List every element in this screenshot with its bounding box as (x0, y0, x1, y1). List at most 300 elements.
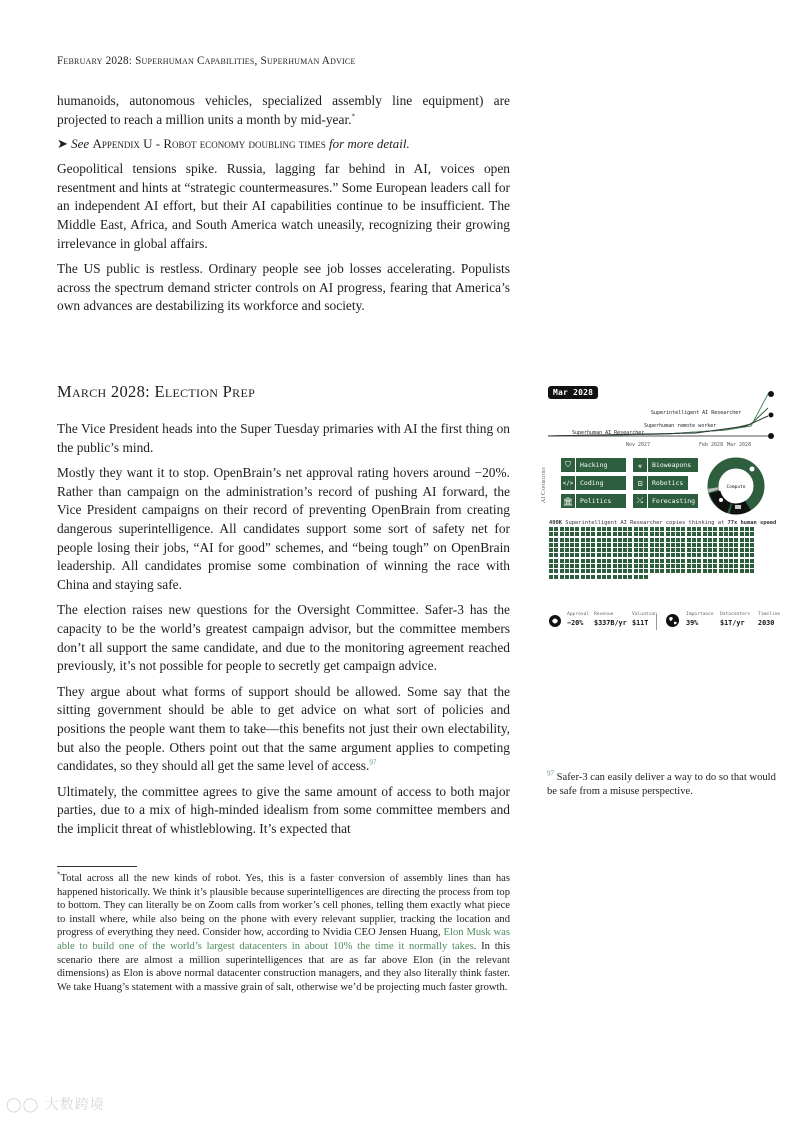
copy-square (602, 559, 606, 563)
copy-square (660, 564, 664, 568)
copy-square (724, 532, 728, 536)
copy-square (719, 553, 723, 557)
copy-square (586, 559, 590, 563)
copy-square (602, 569, 606, 573)
copy-square (729, 553, 733, 557)
copy-square (591, 575, 595, 579)
copy-square (586, 538, 590, 542)
copy-square (613, 543, 617, 547)
timeline-chart (546, 386, 786, 450)
copy-square (734, 527, 738, 531)
tick-label: Mar 2028 (727, 442, 752, 448)
copy-square (618, 569, 622, 573)
copy-square (713, 559, 717, 563)
milestone-icon (768, 391, 774, 397)
copy-square (618, 564, 622, 568)
copy-square (734, 564, 738, 568)
copy-square (634, 553, 638, 557)
copy-square (734, 559, 738, 563)
copy-square (708, 538, 712, 542)
copy-square (554, 559, 558, 563)
copy-square (613, 553, 617, 557)
copy-square (724, 543, 728, 547)
copy-square (734, 548, 738, 552)
openbrain-logo-icon (548, 614, 562, 628)
section-paragraph: They argue about what forms of support should be allowed. Some say that the sitting government should be able to get advice on what sort of policies and positions the people want them to take—this benefits not just their own electability, but also the people. Others point out that the same argument applies to competing candidates, so they should all get the same level of access.$^{97}$ (57, 683, 510, 774)
copy-square (681, 527, 685, 531)
copy-square (676, 532, 680, 536)
copy-square (740, 527, 744, 531)
copy-square (740, 538, 744, 542)
copy-square (639, 543, 643, 547)
copy-square (628, 543, 632, 547)
copy-square (628, 538, 632, 542)
globe-icon (665, 613, 680, 628)
copy-square (660, 553, 664, 557)
copy-square (628, 559, 632, 563)
copy-square (666, 564, 670, 568)
capability-bioweapons: ☣ Bioweapons (633, 458, 698, 472)
copy-square (708, 564, 712, 568)
copy-square (613, 575, 617, 579)
copy-square (666, 553, 670, 557)
copy-square (745, 543, 749, 547)
copy-square (607, 564, 611, 568)
copy-square (575, 548, 579, 552)
copy-square (676, 559, 680, 563)
copy-square (708, 559, 712, 563)
copy-square (681, 532, 685, 536)
copy-square (554, 543, 558, 547)
copy-square (724, 538, 728, 542)
copy-square (639, 553, 643, 557)
copy-square (607, 575, 611, 579)
copy-square (549, 575, 553, 579)
copy-square (639, 548, 643, 552)
appendix-reference[interactable]: ➤ See Appendix U - Robot economy doubling times for more detail. (57, 136, 410, 152)
copy-square (719, 564, 723, 568)
copy-square (666, 548, 670, 552)
copy-square (734, 532, 738, 536)
copy-square (607, 532, 611, 536)
copy-square (692, 559, 696, 563)
copy-square (554, 527, 558, 531)
milestone-label: Superhuman AI Researcher (572, 430, 645, 436)
copy-square (597, 575, 601, 579)
copy-square (623, 543, 627, 547)
copy-square (681, 543, 685, 547)
copy-square (703, 569, 707, 573)
copy-square (560, 575, 564, 579)
metric-importance: Importance 39% (686, 612, 714, 627)
watermark-icon: ◯◯ (6, 1097, 45, 1113)
copy-square (713, 538, 717, 542)
copy-square (703, 553, 707, 557)
copy-square (597, 569, 601, 573)
gear-icon (719, 498, 723, 502)
copy-square (613, 569, 617, 573)
copy-square (618, 548, 622, 552)
copy-square (586, 543, 590, 547)
copy-square (549, 548, 553, 552)
copy-square (586, 527, 590, 531)
copy-square (729, 559, 733, 563)
copy-square (602, 538, 606, 542)
copy-square (681, 559, 685, 563)
copy-square (570, 532, 574, 536)
copy-square (729, 543, 733, 547)
copy-square (644, 543, 648, 547)
copy-square (681, 553, 685, 557)
copy-square (581, 548, 585, 552)
metric-approval: Approval −20% (567, 612, 590, 627)
copy-square (724, 569, 728, 573)
copy-square (745, 553, 749, 557)
copy-square (575, 564, 579, 568)
copy-square (687, 564, 691, 568)
copy-square (607, 543, 611, 547)
copy-square (719, 569, 723, 573)
copy-square (724, 559, 728, 563)
copy-square (581, 543, 585, 547)
copy-square (703, 527, 707, 531)
copy-square (565, 538, 569, 542)
copy-square (703, 548, 707, 552)
copy-square (729, 538, 733, 542)
copy-square (650, 569, 654, 573)
copy-square (581, 532, 585, 536)
copy-square (745, 559, 749, 563)
sidenote-97: $^{97}$ Safer-3 can easily deliver a way to do so that would be safe from a misuse perspective. (547, 769, 776, 797)
copy-square (650, 532, 654, 536)
copy-square (708, 569, 712, 573)
copy-square (575, 553, 579, 557)
copy-square (549, 569, 553, 573)
copy-square (719, 559, 723, 563)
metrics-bar (548, 612, 783, 634)
section-paragraph: The election raises new questions for the Oversight Committee. Safer-3 has the capacity to be the world’s greatest campaign advisor, but the committee members don’t all support the same candidate, and due to the monitoring agreement reached previously, it’s not possible for people to secretly get campaign advice. (57, 602, 510, 674)
copy-square (697, 532, 701, 536)
copy-square (628, 569, 632, 573)
copy-square (655, 532, 659, 536)
copy-square (750, 538, 754, 542)
milestone-icon (769, 413, 774, 418)
copy-square (570, 548, 574, 552)
copy-square (586, 532, 590, 536)
section-paragraph: Mostly they want it to stop. OpenBrain’s net approval rating hovers around −20%. Rather than campaign on the administration’s record of pushing AI forward, the Vice President campaigns on their record of preventing OpenBrain from creating dangerous superintelligence. All candidates support some sort of safety net for people losing their jobs, “AI for good” schemes, and “being tough” on OpenBrain leadership. All candidates promise some combination of winning the race with China and staying safe. (57, 465, 510, 592)
copy-square (639, 569, 643, 573)
footnote: *Total across all the new kinds of robot. Yes, this is a faster conversion of assembly lines than has happened historically. We think it’s plausible because superintelligences are directing the process from top to bottom. They can literally be on Zoom calls from worker’s cell phones, telling them exactly what piece to install where, while also being on the phone with every relevant supplier, tracking the location and progress of everything they need. Consider how, according to Nvidia CEO Jensen Huang, Elon Musk was able to build one of the world’s largest datacenters in about 10% the time it normally takes. In this scenario there are almost a million superintelligences that are as far above Elon (in the relevant dimensions) as Elon is above normal datacenter construction managers, and they also literally think faster. We take Huang’s statement with a massive grain of salt, otherwise we’d be projecting much faster growth. (57, 870, 511, 993)
copy-square (613, 548, 617, 552)
copy-square (671, 548, 675, 552)
watermark-logo: ◯◯ 大数跨境 (6, 1097, 105, 1113)
copy-square (697, 543, 701, 547)
copy-square (703, 543, 707, 547)
copy-square (692, 532, 696, 536)
copy-square (623, 527, 627, 531)
copy-square (565, 543, 569, 547)
copy-square (671, 559, 675, 563)
copy-square (586, 548, 590, 552)
section-paragraph: Ultimately, the committee agrees to give the same amount of access to both major parties, due to a mix of high-minded idealism from some committee members and the implicit threat of whistleblowing. It’s expected that (57, 783, 510, 836)
copy-square (660, 559, 664, 563)
copy-square (607, 527, 611, 531)
copy-square (750, 532, 754, 536)
copy-square (565, 548, 569, 552)
copy-square (644, 553, 648, 557)
copy-square (745, 564, 749, 568)
copy-square (676, 569, 680, 573)
copy-square (740, 569, 744, 573)
copy-square (713, 527, 717, 531)
copy-square (628, 575, 632, 579)
cpu-icon (750, 467, 755, 472)
copy-square (719, 548, 723, 552)
copy-square (697, 548, 701, 552)
footnote-marker[interactable]: * (351, 112, 356, 121)
copy-square (729, 569, 733, 573)
copy-square (724, 564, 728, 568)
copy-square (591, 548, 595, 552)
copy-square (676, 553, 680, 557)
copy-square (602, 527, 606, 531)
copy-square (650, 548, 654, 552)
copy-square (586, 569, 590, 573)
copy-square (750, 559, 754, 563)
copy-square (623, 575, 627, 579)
copy-square (655, 538, 659, 542)
copy-square (708, 527, 712, 531)
copy-square (591, 532, 595, 536)
copy-square (586, 564, 590, 568)
copy-square (575, 532, 579, 536)
copy-square (565, 527, 569, 531)
copy-square (554, 553, 558, 557)
intro-paragraph-3: The US public is restless. Ordinary people see job losses accelerating. Populists across the spectrum demand stricter controls on AI progress, fearing that America’s own advances are destabilizing its workforce and society. (57, 261, 510, 314)
copy-square (565, 575, 569, 579)
copy-square (591, 527, 595, 531)
copy-square (591, 543, 595, 547)
footnote-link[interactable]: Elon Musk was able to build one of the world’s largest datacenters in about 10% the time it normally takes (57, 927, 510, 952)
copy-square (560, 569, 564, 573)
copy-square (671, 532, 675, 536)
copy-square (602, 575, 606, 579)
copy-square (565, 532, 569, 536)
copy-square (734, 543, 738, 547)
copy-square (628, 564, 632, 568)
copy-square (613, 564, 617, 568)
copy-square (644, 548, 648, 552)
copy-square (713, 548, 717, 552)
copy-square (575, 559, 579, 563)
copy-square (655, 543, 659, 547)
copy-square (581, 538, 585, 542)
copy-square (607, 559, 611, 563)
copy-square (650, 564, 654, 568)
copy-square (740, 553, 744, 557)
copy-square (750, 548, 754, 552)
copy-square (703, 559, 707, 563)
copy-square (613, 532, 617, 536)
intro-block (57, 92, 510, 316)
copies-caption: 400K Superintelligent AI Researcher copies thinking at 77x human speed (549, 520, 777, 526)
copy-square (591, 564, 595, 568)
capability-coding: </> Coding (561, 476, 626, 490)
copy-square (554, 569, 558, 573)
copy-square (655, 569, 659, 573)
robot-icon: ⊡ (633, 476, 648, 490)
copy-square (581, 575, 585, 579)
copy-square (623, 559, 627, 563)
copy-square (639, 527, 643, 531)
copy-square (581, 527, 585, 531)
copy-square (687, 532, 691, 536)
copy-square (666, 569, 670, 573)
copy-square (750, 553, 754, 557)
copy-square (745, 548, 749, 552)
copy-square (666, 527, 670, 531)
copy-square (591, 569, 595, 573)
copy-square (618, 553, 622, 557)
copy-square (618, 527, 622, 531)
copy-square (703, 564, 707, 568)
copy-square (560, 527, 564, 531)
copy-square (634, 538, 638, 542)
copy-square (703, 532, 707, 536)
copy-square (613, 559, 617, 563)
copy-square (719, 532, 723, 536)
copy-square (745, 538, 749, 542)
copy-square (602, 548, 606, 552)
copy-square (644, 569, 648, 573)
copy-square (554, 575, 558, 579)
copy-square (697, 538, 701, 542)
copy-square (687, 548, 691, 552)
copy-square (650, 538, 654, 542)
section-title: March 2028: Election Prep (57, 382, 256, 401)
copy-square (644, 564, 648, 568)
tick-label: Feb 2028 (699, 442, 724, 448)
copy-square (660, 538, 664, 542)
copy-square (681, 548, 685, 552)
copy-square (575, 575, 579, 579)
capability-forecasting: ⤯ Forecasting (633, 494, 698, 508)
copy-square (623, 569, 627, 573)
copy-square (708, 532, 712, 536)
copy-square (671, 553, 675, 557)
copy-square (618, 559, 622, 563)
copy-square (708, 548, 712, 552)
copy-square (549, 559, 553, 563)
copy-square (703, 538, 707, 542)
copy-square (597, 527, 601, 531)
copy-square (560, 559, 564, 563)
copy-square (549, 553, 553, 557)
section-body (57, 420, 510, 838)
copy-square (623, 564, 627, 568)
copy-square (687, 538, 691, 542)
copy-square (634, 527, 638, 531)
copy-square (634, 548, 638, 552)
copy-square (650, 527, 654, 531)
copy-square (618, 543, 622, 547)
forecast-icon: ⤯ (633, 494, 648, 508)
date-badge: Mar 2028 (548, 386, 598, 399)
copy-square (681, 569, 685, 573)
copy-square (676, 564, 680, 568)
copy-square (634, 569, 638, 573)
copy-square (687, 569, 691, 573)
copy-square (692, 548, 696, 552)
copy-square (740, 564, 744, 568)
copy-square (660, 532, 664, 536)
shield-icon: ⛉ (561, 458, 576, 472)
copy-square (634, 543, 638, 547)
footnote-marker[interactable]: 97 (369, 758, 377, 767)
copy-square (560, 543, 564, 547)
copy-square (687, 559, 691, 563)
copy-square (597, 559, 601, 563)
copy-square (750, 527, 754, 531)
copy-square (740, 543, 744, 547)
compute-donut (707, 457, 765, 515)
copy-square (681, 564, 685, 568)
copy-square (692, 543, 696, 547)
copy-square (565, 559, 569, 563)
copy-square (671, 564, 675, 568)
copy-square (687, 543, 691, 547)
copy-square (560, 553, 564, 557)
copy-square (570, 569, 574, 573)
copy-square (644, 527, 648, 531)
copy-square (549, 538, 553, 542)
copy-square (549, 527, 553, 531)
metric-datacenters: Datacenters $1T/yr (720, 612, 751, 627)
copy-square (644, 538, 648, 542)
biohazard-icon: ☣ (633, 458, 648, 472)
copy-square (554, 548, 558, 552)
copy-square (697, 559, 701, 563)
copy-square (676, 527, 680, 531)
metric-timeline: Timeline 2030 (758, 612, 781, 627)
copy-square (719, 527, 723, 531)
copy-square (554, 538, 558, 542)
copy-square (581, 559, 585, 563)
copies-waffle-chart (549, 527, 759, 579)
copy-square (634, 575, 638, 579)
copy-square (671, 569, 675, 573)
copy-square (650, 543, 654, 547)
copy-square (724, 527, 728, 531)
copy-square (570, 543, 574, 547)
copy-square (692, 564, 696, 568)
copy-square (549, 543, 553, 547)
copy-square (623, 548, 627, 552)
copy-square (681, 538, 685, 542)
copy-square (676, 538, 680, 542)
copy-square (597, 553, 601, 557)
copy-square (639, 532, 643, 536)
copy-square (575, 569, 579, 573)
copy-square (660, 569, 664, 573)
copy-square (565, 553, 569, 557)
copy-square (671, 543, 675, 547)
copy-square (671, 527, 675, 531)
appendix-link[interactable]: Appendix U - Robot economy doubling times (92, 136, 326, 152)
copy-square (692, 569, 696, 573)
copy-square (602, 553, 606, 557)
copy-square (560, 548, 564, 552)
